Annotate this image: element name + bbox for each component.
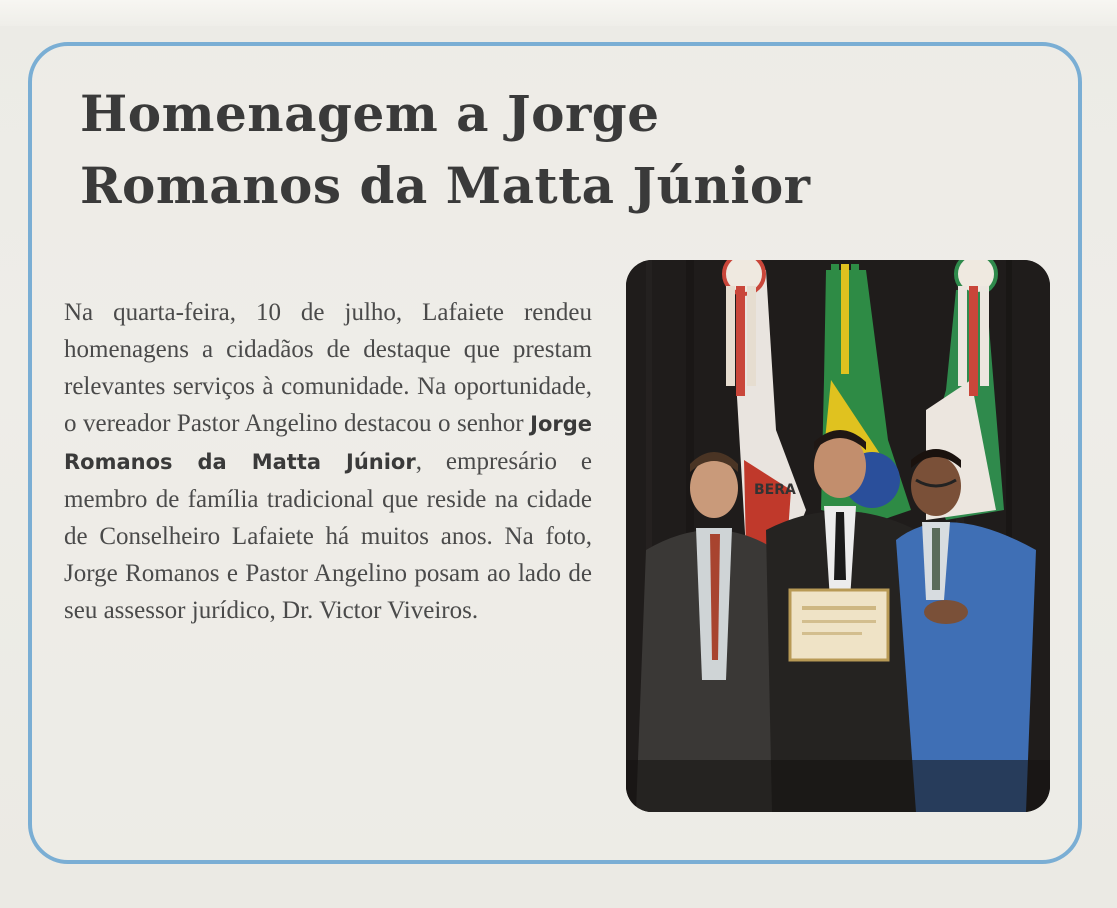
article-body bbox=[64, 294, 592, 629]
rosette-center-icon bbox=[831, 264, 859, 374]
body-text-part-1: Na quarta-feira, 10 de julho, Lafaiete rendeu homenagens a cidadãos de destaque que prestam relevantes serviços à comunidade. Na oportunidade, o vereador Pastor Angelino destacou o senhor bbox=[64, 299, 592, 437]
certificate-icon bbox=[790, 590, 888, 660]
article-photo bbox=[626, 260, 1050, 812]
paper-edge bbox=[0, 0, 1117, 26]
flag-text: BERA bbox=[754, 482, 796, 498]
headline-line-1: Homenagem a Jorge bbox=[80, 84, 660, 143]
body-text-part-2: , empresário e membro de família tradicional que reside na cidade de Conselheiro Lafaiete há muitos anos. Na foto, Jorge Romanos e Pastor Angelino posam ao lado de seu assessor jurídico, Dr. Victor Viveiros. bbox=[64, 448, 593, 624]
headline-line-2: Romanos da Matta Júnior bbox=[80, 156, 811, 215]
article-headline bbox=[80, 78, 980, 222]
honoree-name: Jorge Romanos da Matta Júnior bbox=[64, 412, 592, 474]
photo-illustration bbox=[626, 260, 1050, 812]
